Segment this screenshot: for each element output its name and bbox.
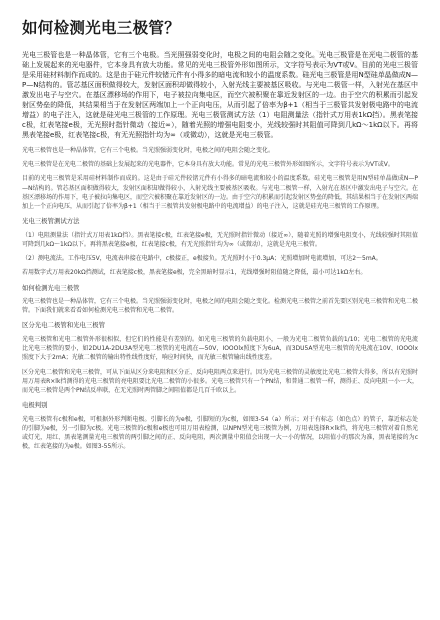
- section-heading-detect: 如何检测光电三极管: [22, 283, 80, 292]
- section-heading-distinguish: 区分光电二极管和光电三极管: [22, 321, 106, 330]
- paragraph-3: 光电三极管是在光电二极管的基础上发展起来的光电器件，它本身具有放大功能。常见的光电三极管外形如图所示，文字符号表示为VT或V。: [22, 161, 394, 169]
- paragraph-digital-meter: 若用数字式万用表20kΩ挡测试，红表笔接c极，黑表笔接e极，完全黑暗时显示1，光线增强时阻值随之降低，最小可达1kΩ左右。: [22, 269, 367, 277]
- paragraph-2: 光电三极管也是一种晶体管，它有三个电极。当光照强弱变化时，电极之间的电阻会随之变化。: [22, 147, 275, 154]
- intro-paragraph: 光电三极管也是一种晶体管，它有三个电极。当光照强弱变化时，电极之间的电阻会随之变化。光电三极管是在光电二极管的基础上发展起来的光电器件，它本身具有放大功能。常见的光电三极管外形如图所示，文字符号表示为VT或V。目前的光电三极管是采用硅材料制作而成的。这是由于硅元件较锗元件有小得多的暗电流和较小的温度系数。硅光电三极管是用N型硅单晶做成N—P—N结构的。管芯基区面积做得较大，发射区面积却做得较小，入射光线主要被基区吸收。与光电二极管一样，入射光在基区中激发出电子与空穴。在基区漂移场的作用下，电子被拉向集电区，而空穴被积聚在靠近发射区的一边。由于空穴的积累而引起发射区势垒的降低，其结果相当于在发射区两端加上一个正向电压，从而引起了倍率为β+1（相当于三极管共发射极电路中的电流增益）的电子注入，这就是硅光电三极管的工作原理。光电三极管测试方法（1）电阻测量法（指针式万用表1kΩ挡）。黑表笔接c极，红表笔接e极，无光照时指针微动（接近∞），随着光照的增强电阻变小，光线较强时其阻值可降到几kΩ～1kΩ以下。再将黑表笔接e极，红表笔接c极，有无光照指针均为∞（或微动），这就是光电三极管。: [22, 51, 418, 139]
- section-heading-electrodes: 电极判别: [22, 401, 48, 410]
- paragraph-detect-intro: 光电三极管也是一种晶体管，它有三个电极。当光照强弱变化时，电极之间的电阻会随之变化。检测光电三极管之前首先要区别光电三极管和光电二极管。下面我们就来看看如何检测光电三极管和光电二极管。: [22, 298, 419, 315]
- page-title: 如何检测光电三极管？: [22, 19, 181, 37]
- paragraph-resistance-method: （1）电阻测量法（指针式万用表1kΩ挡）。黑表笔接c极，红表笔接e极，无光照时指针微动（接近∞），随着光照的增强电阻变小，光线较强时其阻值可降到几kΩ～1kΩ以下。再将黑表笔接e极，红表笔接c极，有无光照指针均为∞（或微动），这就是光电三极管。: [22, 231, 418, 248]
- paragraph-distinguish-2: 区分光电二极管和光电三极管，可从下面从区分来电阻和区分正、反向电阻两点来进行。因为光电三极管的灵敏度比光电二极管大得多，所以有光照时用万用表R×lk挡测得的光电三极管的亮电阻要比光电二极管的小很多。光电三极管只有一个PN结，和普通二极管一样，测得正、反向电阻一小一大，而光电三极管是两个PN结反串联，在无光照时两管脚之间阻值都是几百千欧以上。: [22, 368, 419, 394]
- section-heading-test-methods: 光电三极管测试方法: [22, 217, 80, 226]
- faint-watermark: [300, 50, 400, 80]
- paragraph-electrodes: 光电三极管有c极和e极，可根据外形判断电极。引脚长的为e极，引脚短的为c极，如图3-54（a）所示；对于有标志（如色点）的管子，靠近标志处的引脚为e极，另一引脚为c极。光电三极管的c极和e极也可用万用表检测，以NPN型光电三极管为例，万用表选择R×lk挡，将光电三极管对着自然光或灯光，用红、黑表笔测量光电三极管的两引脚之间的正、反向电阻，两次测量中阻值会出现一大一小的情况，以阻值小的那次为准，黑表笔接的为c极，红表笔接的为e极。如图3-55所示。: [22, 415, 418, 451]
- paragraph-4: 目前的光电三极管是采用硅材料制作而成的。这是由于硅元件较锗元件有小得多的暗电流和较小的温度系数。硅光电三极管是用N型硅单晶做成N—P—N结构的。管芯基区面积做得较大，发射区面积却做得较小，入射光线主要被基区吸收。与光电二极管一样，入射光在基区中激发出电子与空穴。在基区漂移场的作用下，电子被拉向集电区，而空穴被积聚在靠近发射区的一边。由于空穴的积累而引起发射区势垒的降低，其结果相当于在发射区两端加上一个正向电压，从而引起了倍率为β+1（相当于三极管共发射极电路中的电流增益）的电子注入，这就是硅光电三极管的工作原理。: [22, 175, 419, 211]
- paragraph-distinguish-1: 光电三极管和光电二极管外形很相似，但它们的性能是有差别的。如光电三极管的负载电阻小，一般为光电二极管负载的1/10；光电二极管的光电流比光电三极管的要小，如2DU1A-2DU3A型光电二极管的光电流在—50V，IOOOlx照度下为6uA，而3DU5A型光电三极管的光电流在10V、IOOOlx照度下大于2mA；光敏二极管的输出特性线性度好，响应时间快，而光敏三极管输出线性度差。: [22, 335, 418, 362]
- paragraph-current-method: （2）测电流法。工作电压5V，电流表串接在电路中，c极接正，e极接负。无光照时小于0.3μA；光照增加时电流增加，可达2～5mA。: [22, 255, 382, 263]
